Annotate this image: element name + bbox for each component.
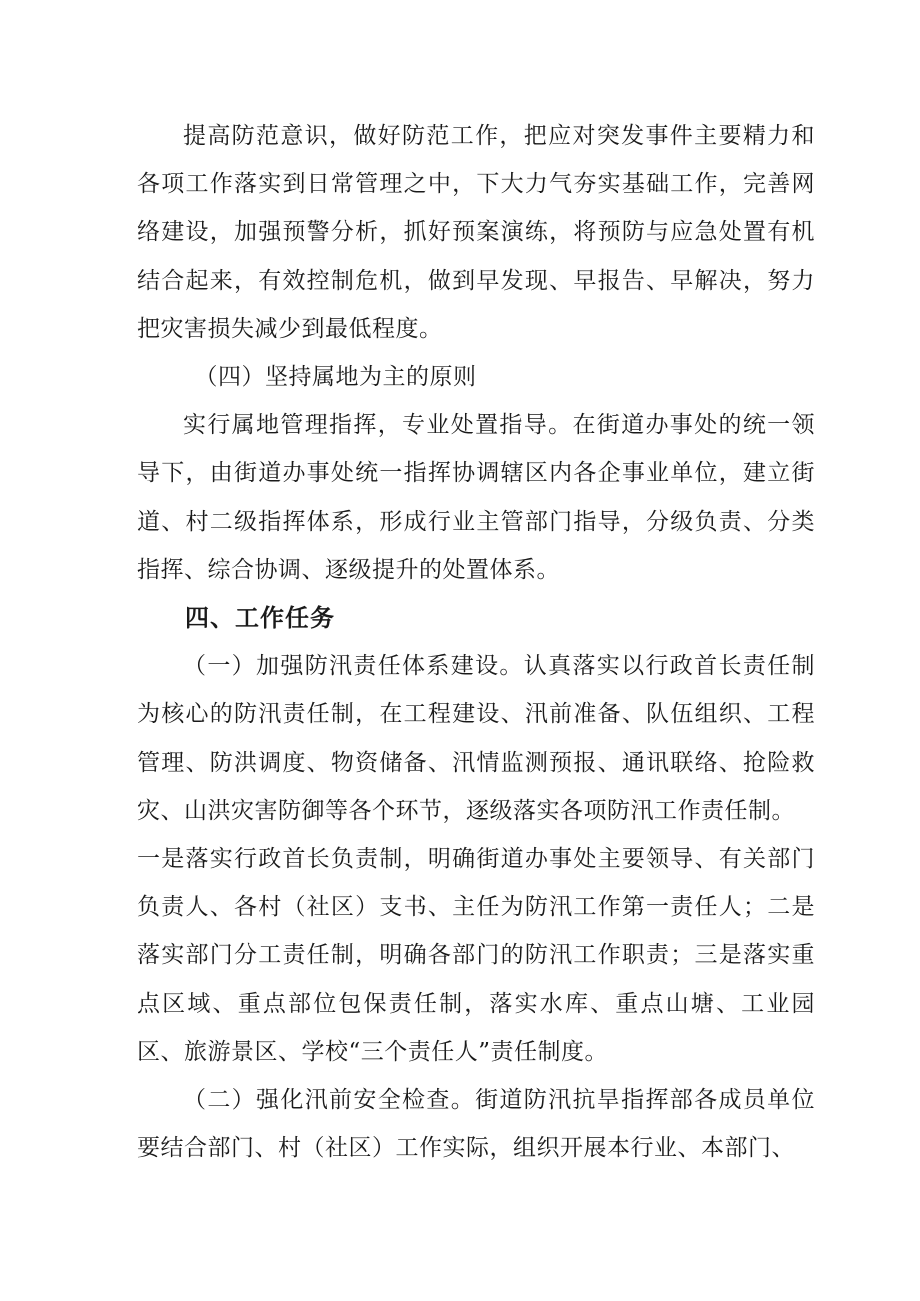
paragraph-locality-management: 实行属地管理指挥，专业处置指导。在街道办事处的统一领导下，由街道办事处统一指挥协调辖区内各企事业单位，建立街道、村二级指挥体系，形成行业主管部门指导，分级负责、分类指挥、综合协调、逐级提升的处置体系。 (137, 412, 815, 583)
document-body (137, 112, 815, 1172)
paragraph-safety-inspection: （二）强化汛前安全检查。街道防汛抗旱指挥部各成员单位要结合部门、村（社区）工作实际，组织开展本行业、本部门、 (137, 1087, 815, 1162)
paragraph-prevention: 提高防范意识，做好防范工作，把应对突发事件主要精力和各项工作落实到日常管理之中，下大力气夯实基础工作，完善网络建设，加强预警分析，抓好预案演练，将预防与应急处置有机结合起来，有效控制危机，做到早发现、早报告、早解决，努力把灾害损失减少到最低程度。 (137, 123, 815, 342)
subheading-locality-principle: （四）坚持属地为主的原则 (194, 364, 477, 391)
paragraph-responsibility-details: 一是落实行政首长负责制，明确街道办事处主要领导、有关部门负责人、各村（社区）支书、主任为防汛工作第一责任人；二是落实部门分工责任制，明确各部门的防汛工作职责；三是落实重点区域、重点部位包保责任制，落实水库、重点山塘、工业园区、旅游景区、学校“三个责任人”责任制度。 (137, 846, 815, 1065)
paragraph-flood-responsibility: （一）加强防汛责任体系建设。认真落实以行政首长责任制为核心的防汛责任制，在工程建设、汛前准备、队伍组织、工程管理、防洪调度、物资储备、汛情监测预报、通讯联络、抢险救灾、山洪灾害防御等各个环节，逐级落实各项防汛工作责任制。 (137, 653, 815, 824)
section-title-work-tasks: 四、工作任务 (185, 604, 335, 633)
